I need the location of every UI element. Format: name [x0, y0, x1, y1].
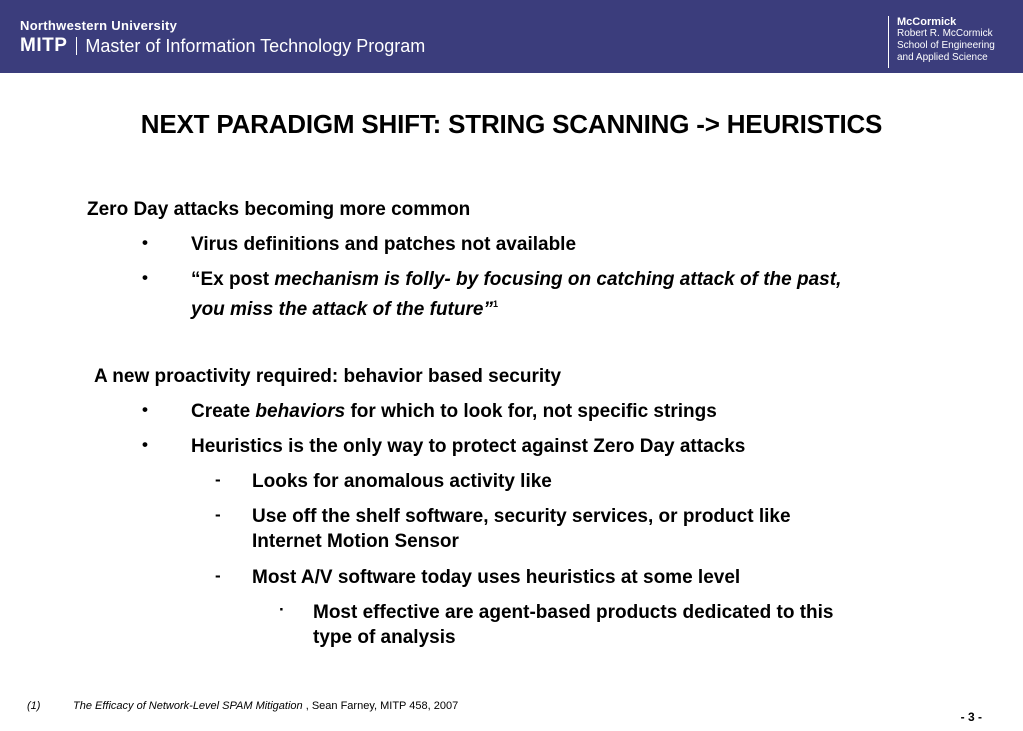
dash-icon: - [215, 566, 221, 585]
footnote-title: The Efficacy of Network-Level SPAM Mitigation [73, 700, 303, 712]
mccormick-name: McCormick [897, 16, 957, 28]
mccormick-line2: School of Engineering [897, 40, 995, 51]
mccormick-line3: and Applied Science [897, 52, 988, 63]
dash-icon: - [215, 470, 221, 489]
section1-item2 [191, 267, 841, 322]
page-number: - 3 - [960, 710, 982, 724]
sub2-line1: Use off the shelf software, security services, or product like [252, 506, 791, 527]
item1-italic: behaviors [255, 401, 346, 422]
quote-prefix: “Ex post [191, 269, 275, 290]
footnote-number: (1) [27, 700, 41, 712]
slide-title: NEXT PARADIGM SHIFT: STRING SCANNING -> HEURISTICS [140, 109, 883, 139]
header-divider [76, 37, 77, 55]
section2-sub3: Most A/V software today uses heuristics at some level [252, 567, 741, 588]
footnote-ref: 1 [492, 299, 498, 309]
item1-before: Create [191, 401, 256, 422]
item1-after: for which to look for, not specific strings [345, 401, 717, 422]
bullet-icon: • [142, 400, 148, 419]
section2-item1 [191, 399, 717, 424]
university-name: Northwestern University [20, 18, 178, 33]
subsub1-line2: type of analysis [313, 627, 456, 648]
section2-sub1: Looks for anomalous activity like [252, 471, 552, 492]
quote-italic: mechanism is folly- by focusing on catching attack of the past, [274, 269, 842, 290]
program-name: Master of Information Technology Program [85, 35, 426, 56]
dot-icon: · [279, 600, 285, 619]
subsub1-line1: Most effective are agent-based products dedicated to this [313, 602, 834, 623]
program-row [20, 35, 425, 57]
section2-subsub1 [313, 600, 834, 650]
sub2-line2: Internet Motion Sensor [252, 531, 459, 552]
dash-icon: - [215, 505, 221, 524]
program-abbr: MITP [20, 35, 68, 56]
bullet-icon: • [142, 435, 148, 454]
section2-heading: A new proactivity required: behavior based security [94, 366, 562, 387]
mccormick-line1: Robert R. McCormick [897, 28, 993, 39]
mccormick-logo [888, 16, 995, 68]
section1-heading: Zero Day attacks becoming more common [87, 199, 471, 220]
footnote [27, 700, 458, 712]
section2-sub2 [252, 504, 791, 554]
bullet-icon: • [142, 233, 148, 252]
section2-item2: Heuristics is the only way to protect against Zero Day attacks [191, 436, 746, 457]
bullet-icon: • [142, 268, 148, 287]
quote-line2: you miss the attack of the future” [191, 299, 493, 320]
footnote-rest: , Sean Farney, MITP 458, 2007 [302, 700, 459, 712]
section1-item1: Virus definitions and patches not available [191, 234, 577, 255]
header-banner [0, 0, 1023, 73]
